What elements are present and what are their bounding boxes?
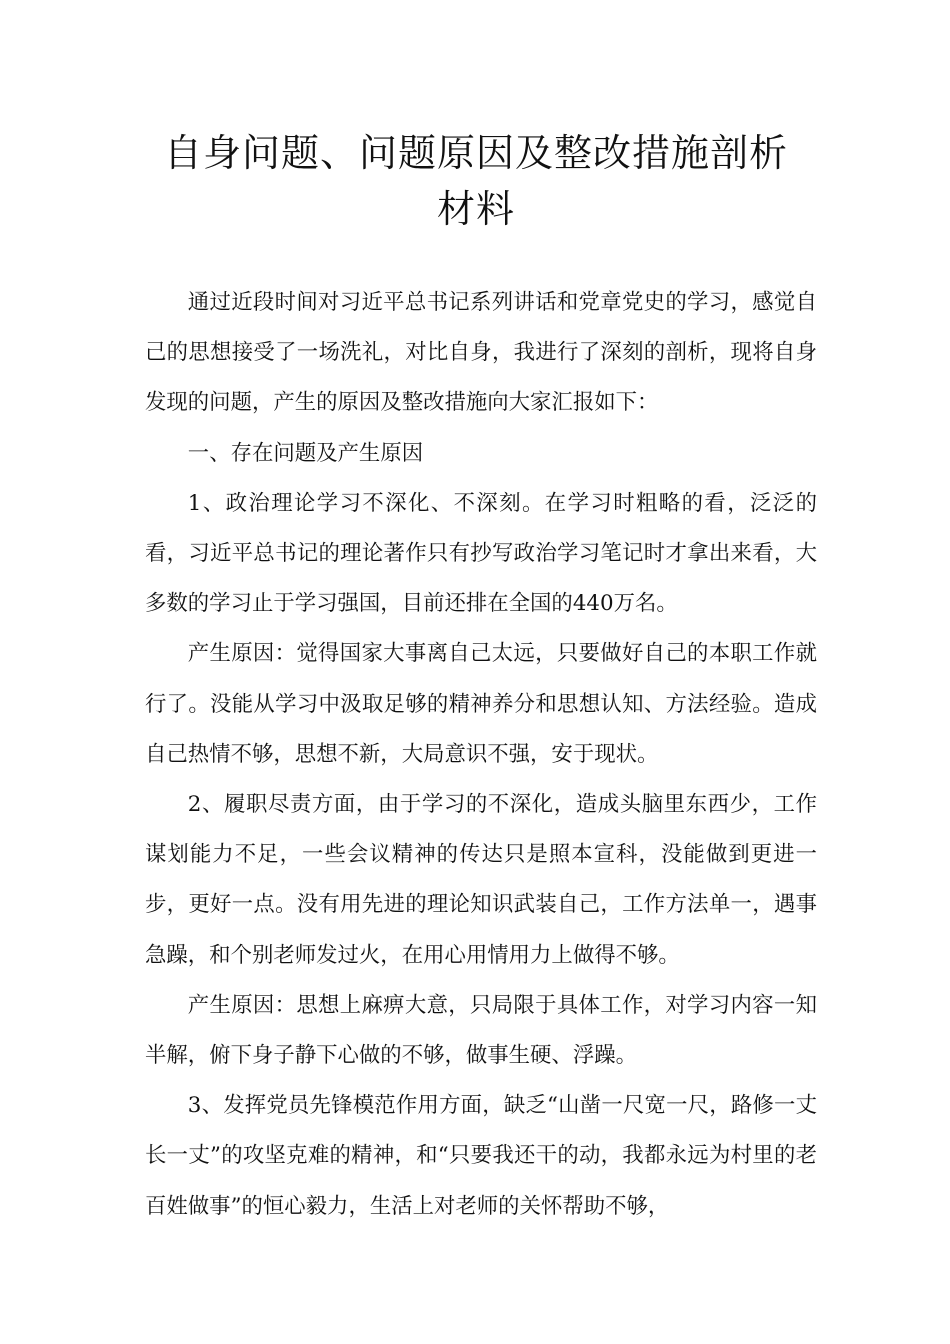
paragraph-cause-2: 产生原因：思想上麻痹大意，只局限于具体工作，对学习内容一知半解，俯下身子静下心做的不够，做事生硬、浮躁。	[145, 992, 817, 1069]
paragraph-problem-1: 1、政治理论学习不深化、不深刻。在学习时粗略的看，泛泛的看，习近平总书记的理论著作只有抄写政治学习笔记时才拿出来看，大多数的学习止于学习强国，目前还排在全国的440万名。	[145, 490, 817, 617]
paragraph-problem-3: 3、发挥党员先锋模范作用方面，缺乏“山凿一尺宽一尺，路修一丈长一丈”的攻坚克难的精神，和“只要我还干的动，我都永远为村里的老百姓做事”的恒心毅力，生活上对老师的关怀帮助不够，	[145, 1093, 817, 1219]
paragraph-cause-1: 产生原因：觉得国家大事离自己太远，只要做好自己的本职工作就行了。没能从学习中汲取足够的精神养分和思想认知、方法经验。造成自己热情不够，思想不新，大局意识不强，安于现状。	[145, 641, 817, 767]
document-title: 自身问题、问题原因及整改措施剖析材料	[163, 131, 788, 231]
document-body	[145, 278, 817, 1232]
section-heading: 一、存在问题及产生原因	[187, 440, 424, 466]
paragraph-intro: 通过近段时间对习近平总书记系列讲话和党章党史的学习，感觉自己的思想接受了一场洗礼，对比自身，我进行了深刻的剖析，现将自身发现的问题，产生的原因及整改措施向大家汇报如下：	[145, 290, 817, 416]
paragraph-problem-2: 2、履职尽责方面，由于学习的不深化，造成头脑里东西少，工作谋划能力不足，一些会议精神的传达只是照本宣科，没能做到更进一步，更好一点。没有用先进的理论知识武装自己，工作方法单一，遇事急躁，和个别老师发过火，在用心用情用力上做得不够。	[145, 792, 817, 968]
